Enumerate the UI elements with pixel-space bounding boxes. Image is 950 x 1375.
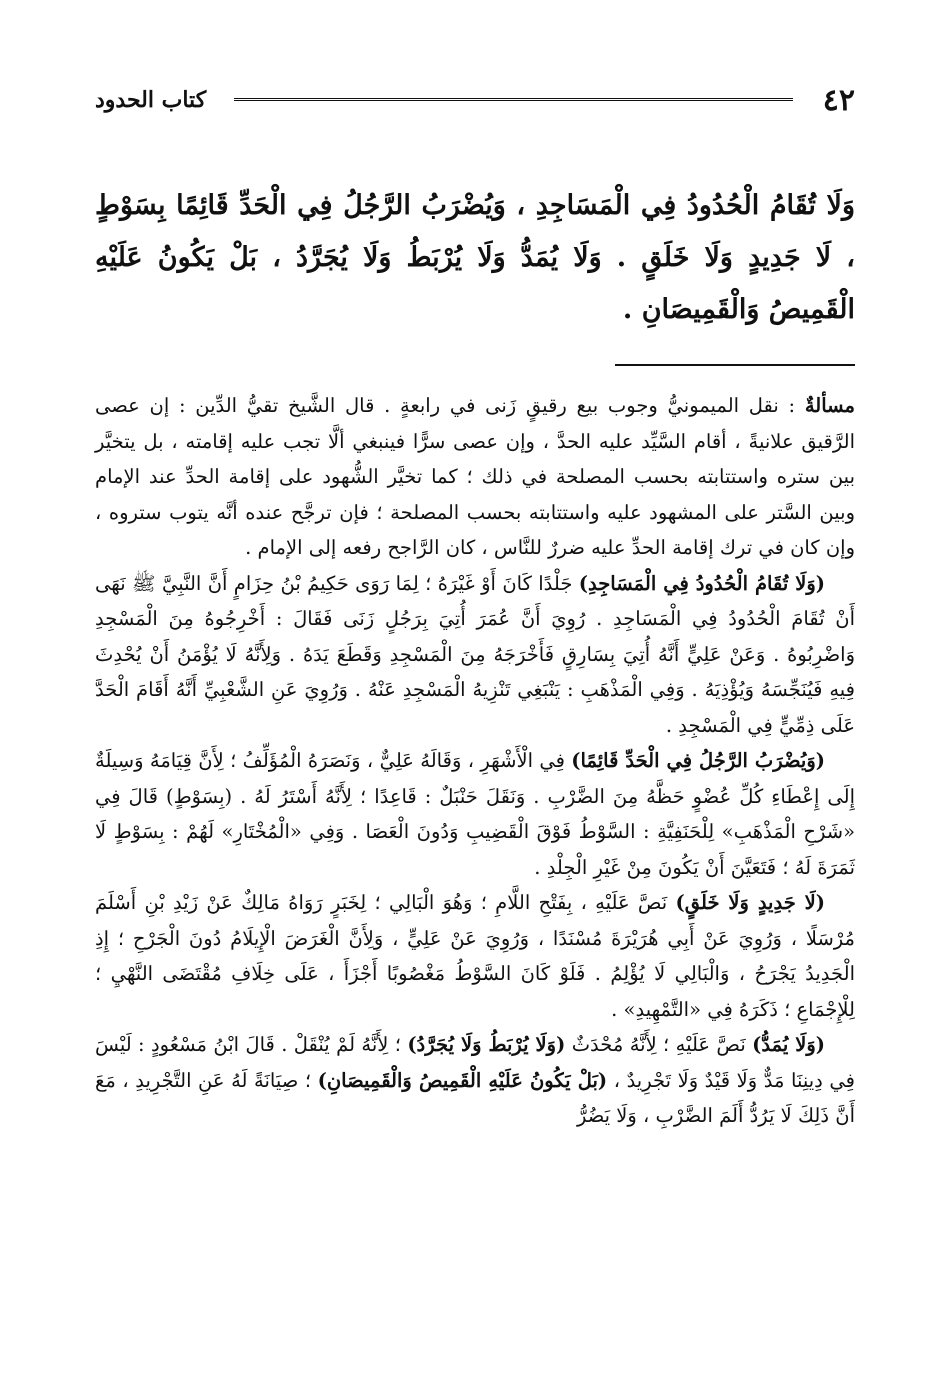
- paragraph-text: : نقل الميمونيُّ وجوب بيع رقيقٍ زَنى في رابعةٍ . قال الشَّيخ تقيُّ الدِّين : إن عصى الرَّقيق علانيةً ، أقام السَّيِّد عليه الحدَّ ، وإن عصى سرًّا فينبغي ألَّا تجب عليه إقامته ، بل يتخيَّر بين ستره واستتابته بحسب المصلحة في ذلك ؛ كما تخيَّر الشُّهود على إقامة الحدِّ عند الإمام وبين السَّتر على المشهود عليه واستتابته بحسب المصلحة ؛ فإن ترجَّح عنده أنَّه يتوب ستروه ، وإن كان في ترك إقامة الحدِّ عليه ضررٌ للنَّاس ، كان الرَّاجح رفعه إلى الإمام .: [95, 394, 855, 559]
- paragraph-label: (لَا جَدِيدٍ وَلَا خَلَقٍ): [675, 891, 825, 914]
- main-text: وَلَا تُقَامُ الْحُدُودُ فِي الْمَسَاجِدِ ، وَيُضْرَبُ الرَّجُلُ فِي الْحَدِّ قَائِمًا بِسَوْطٍ ، لَا جَدِيدٍ وَلَا خَلَقٍ . وَلَا يُمَدُّ وَلَا يُرْبَطُ وَلَا يُجَرَّدُ ، بَلْ يَكُونُ عَلَيْهِ الْقَمِيصُ وَالْقَمِيصَانِ .: [95, 190, 855, 325]
- paragraph-label: (وَلَا يُمَدُّ): [752, 1033, 826, 1056]
- paragraph-text: نَصَّ عَلَيْهِ ؛ لِأَنَّهُ مُحْدَثٌ: [565, 1033, 753, 1056]
- commentary-paragraph: [95, 566, 855, 744]
- paragraph-text: ؛ صِيَانَةً لَهُ عَنِ التَّجْرِيدِ ، مَعَ أَنَّ ذَلِكَ لَا يَرُدُّ أَلَمَ الضَّرْبِ ، وَلَا يَضُرُّ: [95, 1068, 855, 1127]
- commentary-paragraph: [95, 388, 855, 566]
- commentary: [95, 388, 855, 1134]
- paragraph-text: ؛ لِأَنَّهُ لَمْ يُنْقَلْ . قَالَ ابْنُ مَسْعُودٍ : لَيْسَ فِي دِينِنَا مَدٌّ وَلَا قَيْدٌ وَلَا تَجْرِيدٌ ،: [95, 1033, 855, 1092]
- paragraph-label: (بَلْ يَكُونُ عَلَيْهِ الْقَمِيصُ وَالْقَمِيصَانِ): [317, 1068, 608, 1092]
- commentary-paragraph: [95, 1027, 855, 1134]
- paragraph-label: (وَيُضْرَبُ الرَّجُلُ فِي الْحَدِّ قَائِمًا): [571, 749, 825, 772]
- paragraph-label: (وَلَا يُرْبَطُ وَلَا يُجَرَّدُ): [407, 1033, 566, 1056]
- page-number: ٤٢: [822, 82, 855, 118]
- book-title: كتاب الحدود: [95, 87, 207, 113]
- section-divider: [615, 364, 855, 366]
- running-header: [95, 80, 855, 120]
- paragraph-text: نَصَّ عَلَيْهِ ، بِفَتْحِ اللَّامِ ؛ وَهُوَ الْبَالِي ؛ لِخَبَرٍ رَوَاهُ مَالِكٌ عَنْ زَيْدِ بْنِ أَسْلَمَ مُرْسَلًا ، وَرُوِيَ عَنْ أَبِي هُرَيْرَةَ مُسْنَدًا ، وَرُوِيَ عَنْ عَلِيٍّ ، وَلِأَنَّ الْغَرَضَ الْإِيلَامُ دُونَ الْجَرْحِ ؛ إِذِ الْجَدِيدُ يَجْرَحُ ، وَالْبَالِي لَا يُؤْلِمُ . فَلَوْ كَانَ السَّوْطُ مَغْصُوبًا أَجْزَأَ ، عَلَى خِلَافِ مُقْتَضَى النَّهْيِ ؛ لِلْإِجْمَاعِ ؛ ذَكَرَهُ فِي «التَّمْهِيدِ» .: [95, 891, 855, 1021]
- commentary-paragraph: [95, 885, 855, 1027]
- header-rule: [234, 98, 793, 103]
- paragraph-text: فِي الْأَشْهَرِ ، وَقَالَهُ عَلِيٌّ ، وَنَصَرَهُ الْمُؤَلِّفُ ؛ لِأَنَّ قِيَامَهُ وَسِيلَةٌ إِلَى إِعْطَاءِ كُلِّ عُضْوٍ حَظَّهُ مِنَ الضَّرْبِ . وَنَقَلَ حَنْبَلٌ : قَاعِدًا ؛ لِأَنَّهُ أَسْتَرُ لَهُ . (بِسَوْطٍ) قَالَ فِي «شَرْحِ الْمَذْهَبِ» لِلْحَنَفِيَّةِ : السَّوْطُ فَوْقَ الْقَضِيبِ وَدُونَ الْعَصَا . وَفِي «الْمُخْتَارِ» لَهُمْ : بِسَوْطٍ لَا ثَمَرَةَ لَهُ ؛ فَتَعَيَّنَ أَنْ يَكُونَ مِنْ غَيْرِ الْجِلْدِ .: [95, 749, 855, 879]
- paragraph-label: مسألةٌ: [804, 394, 855, 417]
- paragraph-text: جَلْدًا كَانَ أَوْ غَيْرَهُ ؛ لِمَا رَوَى حَكِيمُ بْنُ حِزَامٍ أَنَّ النَّبِيَّ ﷺ نَهَى أَنْ تُقَامَ الْحُدُودُ فِي الْمَسَاجِدِ . رُوِيَ أَنَّ عُمَرَ أُتِيَ بِرَجُلٍ زَنَى فَقَالَ : أَخْرِجُوهُ مِنَ الْمَسْجِدِ وَاضْرِبُوهُ . وَعَنْ عَلِيٍّ أَنَّهُ أُتِيَ بِسَارِقٍ فَأَخْرَجَهُ مِنَ الْمَسْجِدِ وَقَطَعَ يَدَهُ . وَلِأَنَّهُ لَا يُؤْمَنُ أَنْ يُحْدِثَ فِيهِ فَيُنَجِّسَهُ وَيُؤْذِيَهُ . وَفِي الْمَذْهَبِ : يَنْبَغِي تَنْزِيهُ الْمَسْجِدِ عَنْهُ . وَرُوِيَ عَنِ الشَّعْبِيِّ أَنَّهُ أَقَامَ الْحَدَّ عَلَى ذِمِّيٍّ فِي الْمَسْجِدِ .: [95, 571, 855, 737]
- paragraph-label: (وَلَا تُقَامُ الْحُدُودُ فِي الْمَسَاجِدِ): [578, 571, 825, 595]
- commentary-paragraph: [95, 743, 855, 885]
